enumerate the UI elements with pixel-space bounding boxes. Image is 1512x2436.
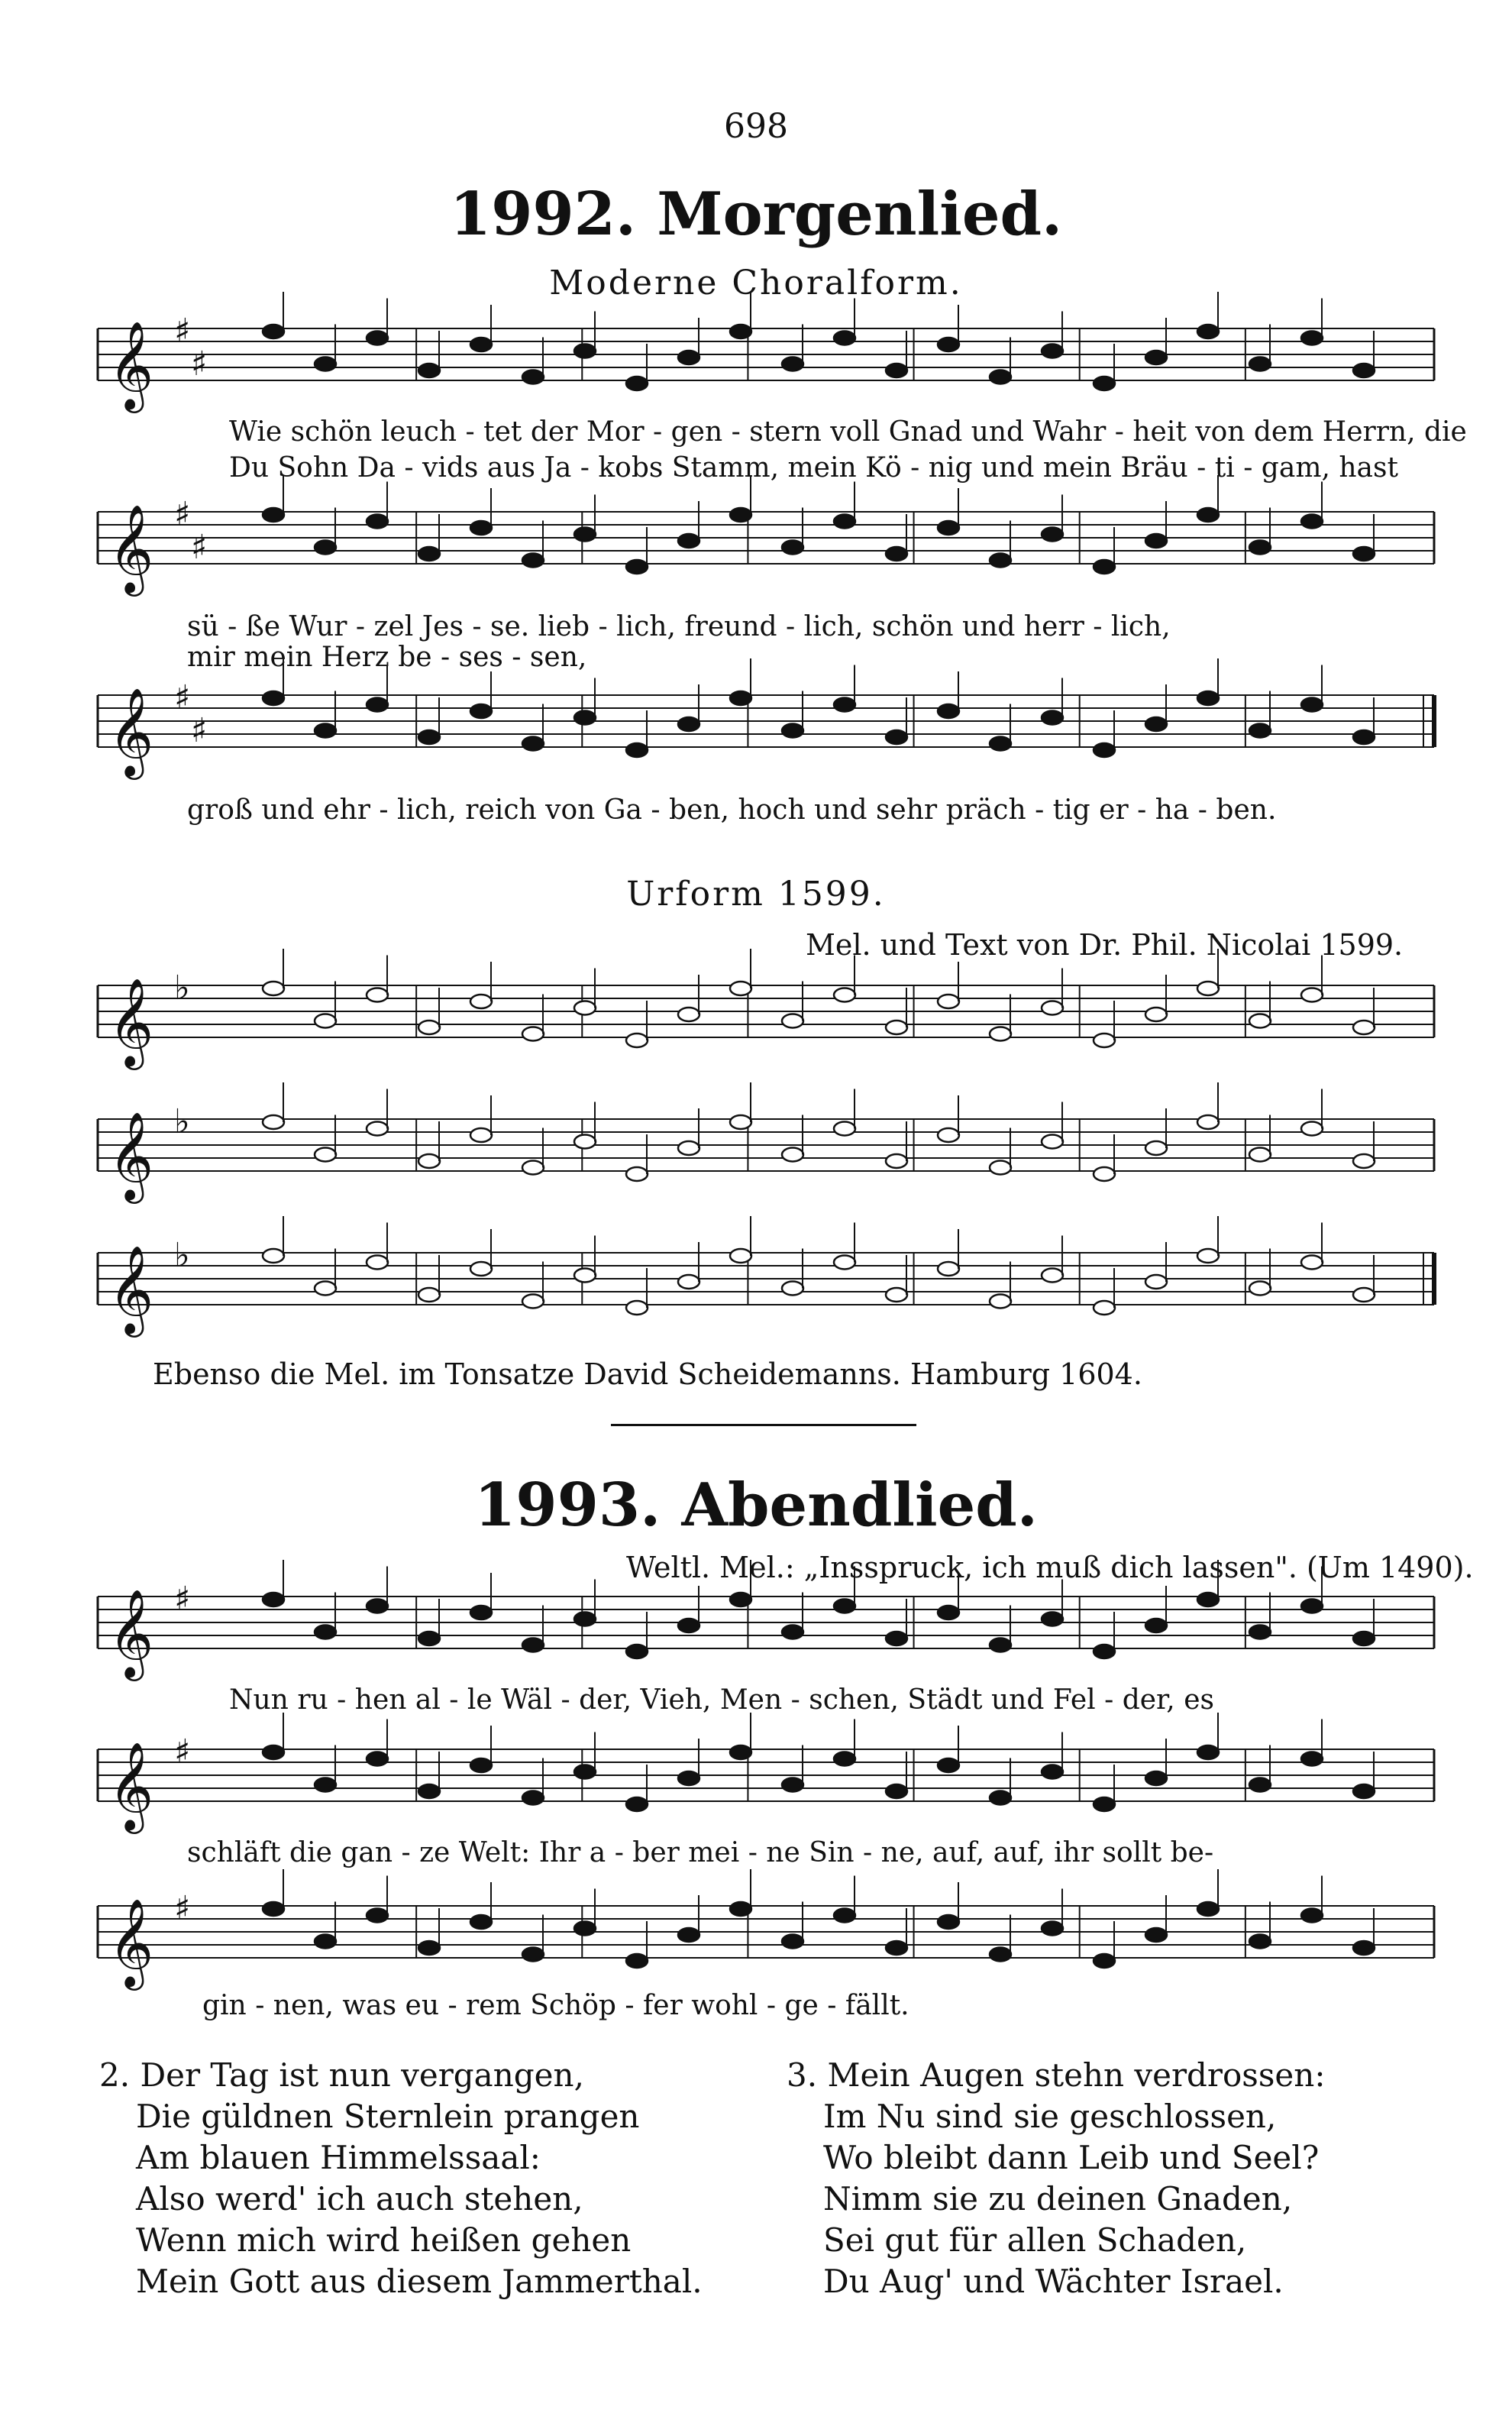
verse-line: Mein Gott aus diesem Jammerthal.: [136, 2263, 703, 2300]
note-text: Ebenso die Mel. im Tonsatze David Scheidemanns. Hamburg 1604.: [153, 1357, 1142, 1391]
note-head: [782, 357, 803, 371]
song-title: Abendlied.: [681, 1470, 1038, 1540]
note-head: [834, 1256, 855, 1270]
note-head: [678, 1141, 699, 1155]
music-staff: [98, 306, 1442, 474]
note-head: [522, 554, 544, 568]
note-head: [574, 528, 596, 542]
note-head: [1197, 1115, 1219, 1129]
sharp-icon: ♯: [191, 345, 208, 383]
note-head: [367, 1909, 388, 1923]
note-head: [938, 521, 959, 535]
note-head: [834, 1122, 855, 1136]
note-head: [1145, 534, 1167, 548]
note-head: [1353, 1784, 1375, 1798]
note-head: [367, 1122, 388, 1136]
note-head: [1042, 1269, 1063, 1283]
treble-clef-icon: 𝄞: [108, 503, 154, 593]
note-head: [1197, 1745, 1219, 1759]
note-head: [990, 1027, 1011, 1041]
note-head: [263, 1745, 284, 1759]
note-head: [1145, 717, 1167, 731]
note-head: [1353, 1632, 1375, 1645]
note-head: [782, 724, 803, 738]
note-head: [470, 1915, 492, 1929]
sharp-icon: ♯: [174, 1580, 191, 1619]
note-head: [470, 1758, 492, 1772]
lyric-line: sü - ße Wur - zel Jes - se. lieb - lich, freund - lich, schön und herr - lich,: [187, 611, 1171, 642]
note-head: [834, 1909, 855, 1923]
treble-clef-icon: 𝄞: [108, 977, 154, 1066]
attribution: Mel. und Text von Dr. Phil. Nicolai 1599.: [806, 928, 1404, 962]
song-heading-1993: [0, 1470, 1512, 1540]
verse-line: Also werd' ich auch stehen,: [136, 2180, 583, 2218]
note-head: [470, 521, 492, 535]
note-head: [418, 1941, 440, 1955]
note-head: [522, 1791, 544, 1805]
note-head: [263, 691, 284, 705]
note-head: [470, 338, 492, 351]
note-head: [1301, 698, 1323, 712]
note-head: [678, 717, 699, 731]
note-head: [470, 995, 492, 1008]
note-head: [626, 1301, 648, 1315]
note-head: [367, 1256, 388, 1270]
treble-clef-icon: 𝄞: [108, 687, 154, 776]
note-head: [834, 698, 855, 712]
note-head: [1301, 1256, 1323, 1270]
note-head: [938, 704, 959, 718]
verse-line: Die güldnen Sternlein prangen: [136, 2098, 640, 2135]
note-head: [678, 1008, 699, 1021]
note-head: [782, 1935, 803, 1949]
note-head: [1197, 325, 1219, 338]
note-head: [367, 988, 388, 1002]
note-head: [315, 1014, 336, 1028]
note-head: [834, 988, 855, 1002]
note-head: [626, 1034, 648, 1047]
note-head: [782, 1014, 803, 1028]
lyric-line: Nun ru - hen al - le Wäl - der, Vieh, Men - schen, Städt und Fel - der, es: [229, 1684, 1214, 1716]
note-head: [730, 1745, 751, 1759]
note-head: [418, 1154, 440, 1168]
note-head: [1094, 1034, 1115, 1047]
note-head: [1353, 1154, 1375, 1168]
note-head: [418, 1021, 440, 1034]
note-head: [626, 1954, 648, 1968]
note-head: [730, 508, 751, 522]
sharp-icon: ♯: [174, 678, 191, 717]
note-head: [1249, 1778, 1271, 1792]
note-head: [574, 345, 596, 358]
section-heading: Urform 1599.: [626, 875, 886, 914]
note-head: [886, 364, 907, 377]
note-head: [626, 743, 648, 757]
note-head: [990, 1161, 1011, 1175]
note-head: [574, 1269, 596, 1283]
note-head: [730, 1902, 751, 1916]
note-head: [1249, 724, 1271, 738]
note-head: [782, 1148, 803, 1162]
treble-clef-icon: 𝄞: [108, 320, 154, 409]
note-head: [730, 1593, 751, 1606]
note-head: [1145, 1008, 1167, 1021]
note-head: [522, 1027, 544, 1041]
note-head: [990, 737, 1011, 751]
music-staff: [98, 672, 1442, 810]
verse-line: Du Aug' und Wächter Israel.: [823, 2263, 1284, 2300]
note-head: [886, 730, 907, 744]
note-head: [418, 1784, 440, 1798]
note-head: [834, 332, 855, 345]
note-head: [782, 541, 803, 555]
note-head: [782, 1282, 803, 1296]
note-head: [315, 1935, 336, 1949]
sharp-icon: ♯: [191, 528, 208, 567]
note-head: [263, 1249, 284, 1263]
sharp-icon: ♯: [191, 711, 208, 750]
section-divider: [611, 1424, 916, 1426]
note-head: [1249, 357, 1271, 371]
note-head: [367, 1752, 388, 1766]
note-head: [263, 1902, 284, 1916]
page-number: 698: [724, 107, 788, 146]
note-head: [938, 1606, 959, 1619]
note-head: [263, 982, 284, 995]
note-head: [626, 560, 648, 574]
song-number: 1992.: [449, 180, 637, 249]
note-head: [522, 1161, 544, 1175]
note-head: [730, 691, 751, 705]
note-head: [1249, 1282, 1271, 1296]
note-head: [1197, 1249, 1219, 1263]
note-head: [1301, 515, 1323, 529]
note-head: [263, 508, 284, 522]
lyric-line: groß und ehr - lich, reich von Ga - ben, hoch und sehr präch - tig er - ha - ben.: [187, 794, 1277, 826]
note-head: [886, 1941, 907, 1955]
note-head: [470, 1128, 492, 1142]
lyric-line: Wie schön leuch - tet der Mor - gen - stern voll Gnad und Wahr - heit von dem Herrn, die: [229, 416, 1467, 448]
note-head: [522, 1948, 544, 1962]
note-head: [1145, 1141, 1167, 1155]
music-staff: [98, 1230, 1442, 1352]
note-head: [315, 541, 336, 555]
note-head: [522, 370, 544, 384]
note-head: [1145, 351, 1167, 364]
note-head: [990, 1639, 1011, 1652]
note-head: [1042, 1135, 1063, 1149]
note-head: [315, 357, 336, 371]
note-head: [315, 1778, 336, 1792]
note-head: [1145, 1928, 1167, 1942]
song-number: 1993.: [474, 1470, 661, 1540]
verse-line: Im Nu sind sie geschlossen,: [823, 2098, 1277, 2135]
note-head: [990, 554, 1011, 568]
music-staff: [98, 489, 1442, 626]
note-head: [990, 1295, 1011, 1309]
sharp-icon: ♯: [174, 1732, 191, 1771]
note-head: [1042, 345, 1063, 358]
note-head: [730, 982, 751, 995]
note-head: [886, 1288, 907, 1302]
verse-block-3: [787, 2055, 1325, 2302]
note-head: [1301, 1909, 1323, 1923]
note-head: [938, 1915, 959, 1929]
note-head: [315, 1626, 336, 1639]
note-head: [1249, 1935, 1271, 1949]
note-head: [1249, 1626, 1271, 1639]
lyric-line: schläft die gan - ze Welt: Ihr a - ber mei - ne Sin - ne, auf, auf, ihr sollt be-: [187, 1837, 1214, 1868]
note-head: [834, 515, 855, 529]
note-head: [1353, 1288, 1375, 1302]
flat-icon: ♭: [174, 1236, 190, 1275]
note-head: [938, 1262, 959, 1276]
sharp-icon: ♯: [174, 495, 191, 534]
note-head: [626, 1645, 648, 1658]
note-head: [574, 1135, 596, 1149]
note-head: [678, 351, 699, 364]
note-head: [1249, 1148, 1271, 1162]
note-head: [418, 364, 440, 377]
note-head: [1094, 377, 1115, 390]
note-head: [367, 1600, 388, 1613]
note-head: [678, 534, 699, 548]
note-head: [1042, 1922, 1063, 1936]
note-head: [990, 370, 1011, 384]
treble-clef-icon: 𝄞: [108, 1897, 154, 1987]
note-head: [1042, 1765, 1063, 1779]
song-title: Morgenlied.: [657, 180, 1063, 249]
music-staff: [98, 962, 1442, 1085]
verse-line: Sei gut für allen Schaden,: [823, 2221, 1247, 2259]
note-head: [1042, 528, 1063, 542]
verse-line: Mein Augen stehn verdrossen:: [827, 2056, 1326, 2094]
note-head: [1197, 1593, 1219, 1606]
song-subtitle: Moderne Choralform.: [549, 264, 963, 302]
sharp-icon: ♯: [174, 1889, 191, 1928]
note-head: [938, 1128, 959, 1142]
note-head: [1094, 1954, 1115, 1968]
note-head: [730, 1249, 751, 1263]
note-head: [834, 1752, 855, 1766]
note-head: [574, 1765, 596, 1779]
note-head: [626, 377, 648, 390]
note-head: [678, 1275, 699, 1289]
note-head: [418, 1288, 440, 1302]
note-head: [1197, 508, 1219, 522]
note-head: [1042, 1613, 1063, 1626]
note-head: [990, 1791, 1011, 1805]
verse-number: 3.: [787, 2056, 818, 2094]
note-head: [1094, 743, 1115, 757]
note-head: [678, 1619, 699, 1632]
verse-line: Wenn mich wird heißen gehen: [136, 2221, 632, 2259]
note-head: [1197, 982, 1219, 995]
verse-line: Nimm sie zu deinen Gnaden,: [823, 2180, 1293, 2218]
note-head: [263, 1115, 284, 1129]
note-head: [1197, 691, 1219, 705]
note-head: [1094, 1797, 1115, 1811]
note-head: [1145, 1275, 1167, 1289]
note-head: [315, 724, 336, 738]
note-head: [938, 1758, 959, 1772]
note-head: [886, 1154, 907, 1168]
note-head: [367, 515, 388, 529]
note-head: [522, 1295, 544, 1309]
note-head: [1145, 1771, 1167, 1785]
note-head: [1145, 1619, 1167, 1632]
note-head: [1301, 1600, 1323, 1613]
flat-icon: ♭: [174, 969, 190, 1008]
song-heading-1992: [0, 180, 1512, 249]
note-head: [1301, 1752, 1323, 1766]
note-head: [1301, 988, 1323, 1002]
note-head: [678, 1928, 699, 1942]
note-head: [1353, 547, 1375, 561]
note-head: [886, 1021, 907, 1034]
note-head: [470, 704, 492, 718]
note-head: [574, 1001, 596, 1015]
note-head: [418, 730, 440, 744]
note-head: [1094, 1167, 1115, 1181]
note-head: [1094, 1301, 1115, 1315]
treble-clef-icon: 𝄞: [108, 1741, 154, 1830]
note-head: [1353, 1021, 1375, 1034]
note-head: [1042, 1001, 1063, 1015]
note-head: [522, 1639, 544, 1652]
note-head: [263, 325, 284, 338]
note-head: [367, 332, 388, 345]
note-head: [522, 737, 544, 751]
note-head: [1301, 1122, 1323, 1136]
verse-line: Am blauen Himmelssaal:: [136, 2139, 541, 2176]
note-head: [938, 338, 959, 351]
flat-icon: ♭: [174, 1102, 190, 1141]
note-head: [1249, 541, 1271, 555]
lyric-line: gin - nen, was eu - rem Schöp - fer wohl - ge - fällt.: [202, 1990, 909, 2021]
note-head: [678, 1771, 699, 1785]
note-head: [1353, 364, 1375, 377]
note-head: [418, 1632, 440, 1645]
note-head: [470, 1262, 492, 1276]
note-head: [574, 1922, 596, 1936]
note-head: [886, 1784, 907, 1798]
note-head: [1197, 1902, 1219, 1916]
note-head: [470, 1606, 492, 1619]
note-head: [574, 711, 596, 725]
lyric-line: Du Sohn Da - vids aus Ja - kobs Stamm, mein Kö - nig und mein Bräu - ti - gam, hast: [229, 452, 1398, 484]
note-head: [834, 1600, 855, 1613]
note-head: [1353, 730, 1375, 744]
note-head: [730, 325, 751, 338]
note-head: [782, 1626, 803, 1639]
note-head: [626, 1167, 648, 1181]
note-head: [730, 1115, 751, 1129]
verse-line: Wo bleibt dann Leib und Seel?: [823, 2139, 1320, 2176]
music-staff: [98, 1096, 1442, 1218]
note-head: [1094, 1645, 1115, 1658]
note-head: [938, 995, 959, 1008]
verse-number: 2.: [99, 2056, 131, 2094]
note-head: [782, 1778, 803, 1792]
note-head: [367, 698, 388, 712]
note-head: [574, 1613, 596, 1626]
treble-clef-icon: 𝄞: [108, 1588, 154, 1677]
note-head: [315, 1282, 336, 1296]
note-head: [1249, 1014, 1271, 1028]
note-head: [1353, 1941, 1375, 1955]
note-head: [1301, 332, 1323, 345]
note-head: [315, 1148, 336, 1162]
note-head: [1094, 560, 1115, 574]
attribution: Weltl. Mel.: „Insspruck, ich muß dich lassen". (Um 1490).: [626, 1551, 1474, 1584]
note-head: [990, 1948, 1011, 1962]
treble-clef-icon: 𝄞: [108, 1111, 154, 1200]
lyric-line: mir mein Herz be - ses - sen,: [187, 642, 587, 673]
note-head: [1042, 711, 1063, 725]
sharp-icon: ♯: [174, 312, 191, 351]
note-head: [886, 1632, 907, 1645]
note-head: [263, 1593, 284, 1606]
note-head: [626, 1797, 648, 1811]
verse-block-2: [99, 2055, 703, 2302]
verse-line: Der Tag ist nun vergangen,: [140, 2056, 584, 2094]
note-head: [418, 547, 440, 561]
note-head: [886, 547, 907, 561]
treble-clef-icon: 𝄞: [108, 1244, 154, 1334]
